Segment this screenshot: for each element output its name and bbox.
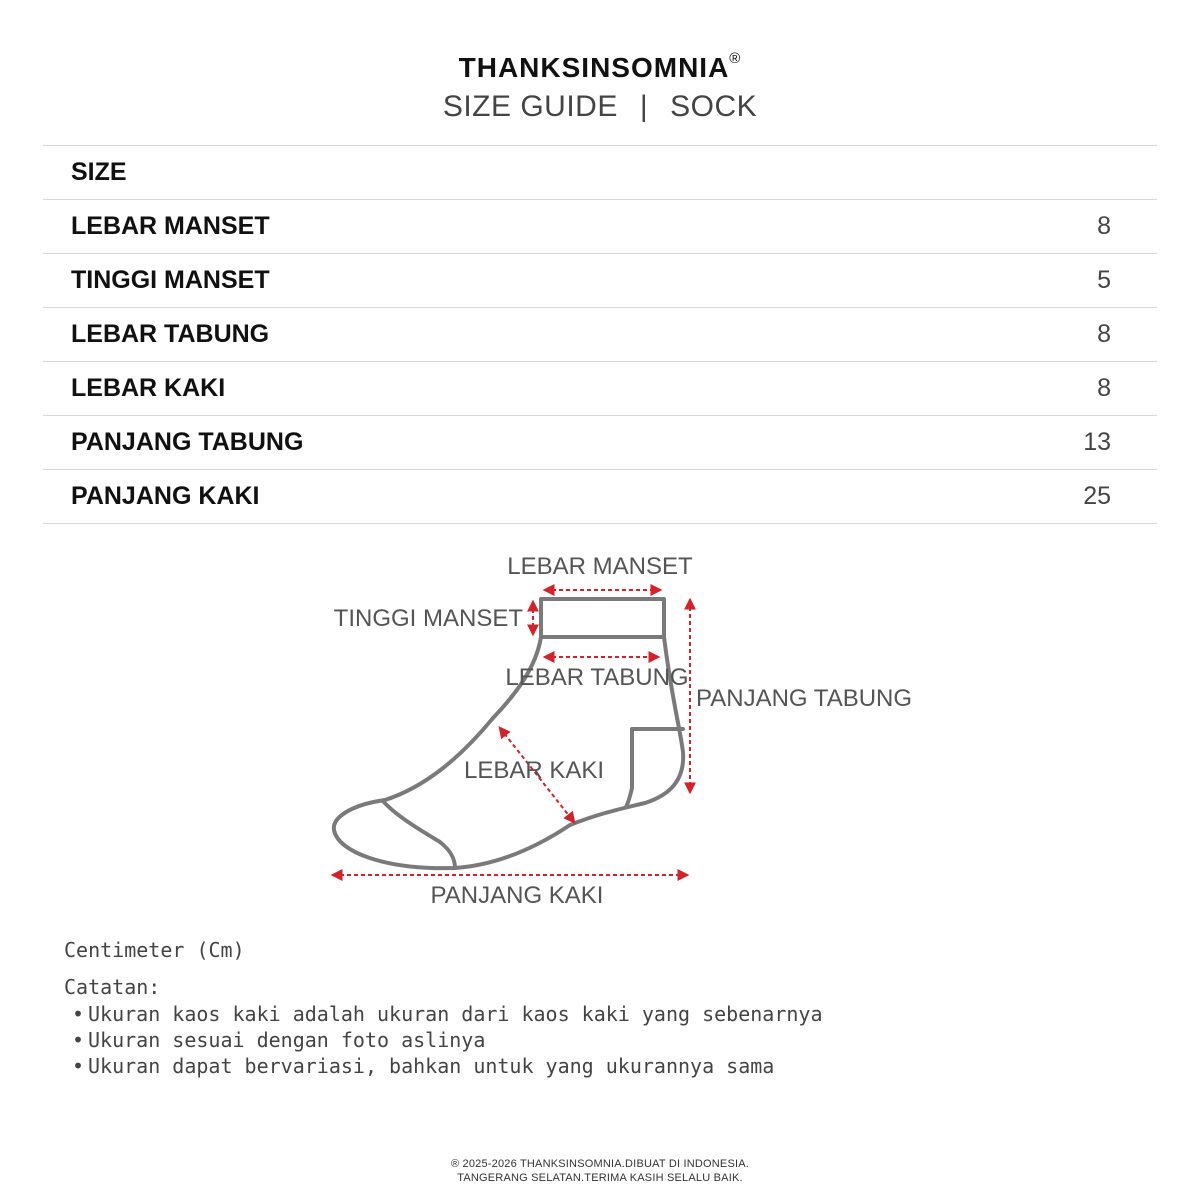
label-panjang-kaki: PANJANG KAKI bbox=[430, 882, 604, 909]
footer-line-1: ® 2025-2026 THANKSINSOMNIA.DIBUAT DI INDONESIA. bbox=[450, 1158, 750, 1170]
bullet: • bbox=[72, 1002, 85, 1026]
footer-line-2: TANGERANG SELATAN.TERIMA KASIH SELALU BAIK. bbox=[457, 1172, 743, 1184]
label-tinggi-manset: TINGGI MANSET bbox=[333, 605, 523, 632]
bullet: • bbox=[72, 1028, 85, 1052]
label-lebar-manset: LEBAR MANSET bbox=[507, 553, 693, 580]
row-value: 5 bbox=[1097, 266, 1111, 294]
label-panjang-tabung: PANJANG TABUNG bbox=[696, 685, 913, 712]
label-lebar-kaki: LEBAR KAKI bbox=[463, 757, 605, 784]
measure-arrows bbox=[333, 590, 690, 875]
row-label: PANJANG TABUNG bbox=[71, 428, 304, 456]
toe-outline bbox=[383, 801, 455, 868]
row-value: 13 bbox=[1083, 428, 1111, 456]
list-item bbox=[72, 1027, 823, 1053]
product-label: SOCK bbox=[670, 90, 758, 123]
row-value: 8 bbox=[1097, 320, 1111, 348]
row-value: 25 bbox=[1083, 482, 1111, 510]
row-value: 8 bbox=[1097, 374, 1111, 402]
note-text: Ukuran sesuai dengan foto aslinya bbox=[88, 1028, 486, 1052]
subtitle-separator: | bbox=[639, 90, 649, 123]
table-row bbox=[43, 470, 1157, 524]
cuff-outline bbox=[541, 599, 664, 637]
table-row bbox=[43, 254, 1157, 308]
label-lebar-tabung: LEBAR TABUNG bbox=[505, 664, 689, 691]
brand-name: THANKSINSOMNIA bbox=[458, 52, 730, 83]
row-label: LEBAR MANSET bbox=[71, 212, 270, 240]
bullet: • bbox=[72, 1054, 85, 1078]
notes-title: Catatan: bbox=[64, 975, 161, 999]
notes-list bbox=[64, 1001, 823, 1079]
table-row bbox=[43, 362, 1157, 416]
footer bbox=[0, 1157, 1200, 1185]
list-item bbox=[72, 1053, 823, 1079]
row-label: LEBAR KAKI bbox=[71, 374, 226, 402]
sock-outline bbox=[334, 599, 683, 868]
size-table bbox=[43, 145, 1157, 524]
notes-section bbox=[64, 975, 823, 1079]
list-item bbox=[72, 1001, 823, 1027]
page-subtitle bbox=[0, 90, 1200, 124]
note-text: Ukuran dapat bervariasi, bahkan untuk yang ukurannya sama bbox=[88, 1054, 775, 1078]
guide-label: SIZE GUIDE bbox=[442, 90, 618, 123]
table-row bbox=[43, 416, 1157, 470]
table-header-label: SIZE bbox=[71, 158, 127, 186]
table-row bbox=[43, 308, 1157, 362]
heel-outline bbox=[626, 729, 683, 807]
row-value: 8 bbox=[1097, 212, 1111, 240]
note-text: Ukuran kaos kaki adalah ukuran dari kaos kaki yang sebenarnya bbox=[88, 1002, 823, 1026]
row-label: LEBAR TABUNG bbox=[71, 320, 270, 348]
table-header-row bbox=[43, 146, 1157, 200]
row-label: PANJANG KAKI bbox=[71, 482, 260, 510]
registered-mark: ® bbox=[729, 49, 742, 67]
unit-label: Centimeter (Cm) bbox=[64, 938, 245, 962]
row-label: TINGGI MANSET bbox=[71, 266, 270, 294]
table-row bbox=[43, 200, 1157, 254]
brand-title bbox=[0, 49, 1200, 84]
sock-diagram bbox=[0, 540, 1200, 920]
